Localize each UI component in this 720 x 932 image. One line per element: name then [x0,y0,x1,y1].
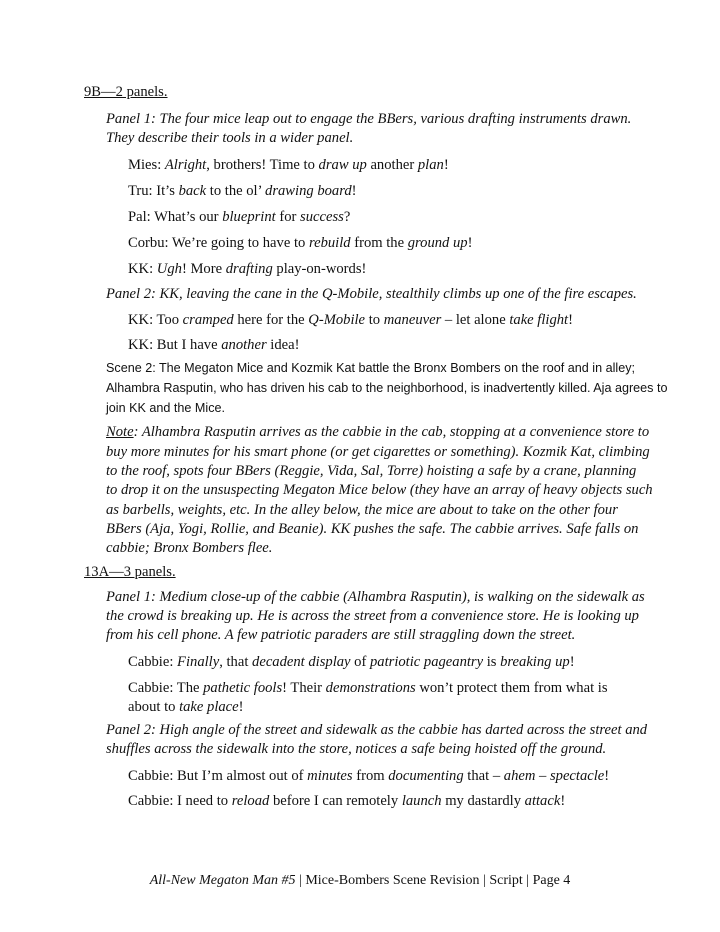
note-label: Note [106,424,134,440]
dialogue-line: KK: But I have another idea! [128,337,300,353]
scene-summary: Alhambra Rasputin, who has driven his cab to the neighborhood, is inadvertently killed. Aja agrees to [106,381,668,395]
panel-description: shuffles across the sidewalk into the store, notices a safe being hoisted off the ground. [106,741,607,757]
note-paragraph: buy more minutes for his smart phone (or get cigarettes or something). Kozmik Kat, climbing [106,444,650,460]
note-paragraph: Note: Alhambra Rasputin arrives as the cabbie in the cab, stopping at a convenience store to [106,424,650,440]
panel-description: Panel 1: The four mice leap out to engage the BBers, various drafting instruments drawn. [106,111,632,127]
panel-description: the crowd is breaking up. He is across the street from a convenience store. He is looking up [106,608,639,624]
scene-summary: join KK and the Mice. [106,401,226,415]
note-paragraph: cabbie; Bronx Bombers flee. [106,540,273,556]
dialogue-line: KK: Ugh! More drafting play-on-words! [128,261,367,277]
dialogue-line: Cabbie: I need to reload before I can remotely launch my dastardly attack! [128,793,566,809]
dialogue-line: Cabbie: The pathetic fools! Their demonstrations won’t protect them from what is [128,680,608,696]
panel-description: from his cell phone. A few patriotic paraders are still straggling down the street. [106,627,576,643]
dialogue-line: Mies: Alright, brothers! Time to draw up another plan! [128,157,449,173]
dialogue-line: Cabbie: Finally, that decadent display of patriotic pageantry is breaking up! [128,654,575,670]
dialogue-line: KK: Too cramped here for the Q-Mobile to maneuver – let alone take flight! [128,312,573,328]
section-heading-9b: 9B—2 panels. [84,84,168,100]
page-footer: All-New Megaton Man #5 | Mice-Bombers Scene Revision | Script | Page 4 [149,873,571,888]
note-paragraph: to the roof, spots four BBers (Reggie, Vida, Sal, Torre) hoisting a safe by a crane, planning [106,463,637,479]
dialogue-line: Cabbie: But I’m almost out of minutes from documenting that – ahem – spectacle! [128,768,610,784]
section-heading-13a: 13A—3 panels. [84,564,176,580]
note-paragraph: to drop it on the unsuspecting Megaton Mice below (they have an array of heavy objects such [106,482,653,498]
dialogue-line: Pal: What’s our blueprint for success? [128,209,351,225]
note-paragraph: BBers (Aja, Yogi, Rollie, and Beanie). KK pushes the safe. The cabbie arrives. Safe falls on [106,521,639,537]
note-paragraph: as barbells, weights, etc. In the alley below, the mice are about to take on the other four [106,502,618,518]
dialogue-line: Corbu: We’re going to have to rebuild from the ground up! [128,235,473,251]
panel-description: Panel 2: KK, leaving the cane in the Q-Mobile, stealthily climbs up one of the fire escapes. [106,286,637,302]
panel-description: Panel 1: Medium close-up of the cabbie (Alhambra Rasputin), is walking on the sidewalk as [106,589,645,605]
scene-summary: Scene 2: The Megaton Mice and Kozmik Kat battle the Bronx Bombers on the roof and in alley; [106,361,636,375]
panel-description: They describe their tools in a wider panel. [106,130,354,146]
dialogue-line: about to take place! [128,699,244,715]
panel-description: Panel 2: High angle of the street and sidewalk as the cabbie has darted across the street and [106,722,648,738]
dialogue-line: Tru: It’s back to the ol’ drawing board! [128,183,357,199]
